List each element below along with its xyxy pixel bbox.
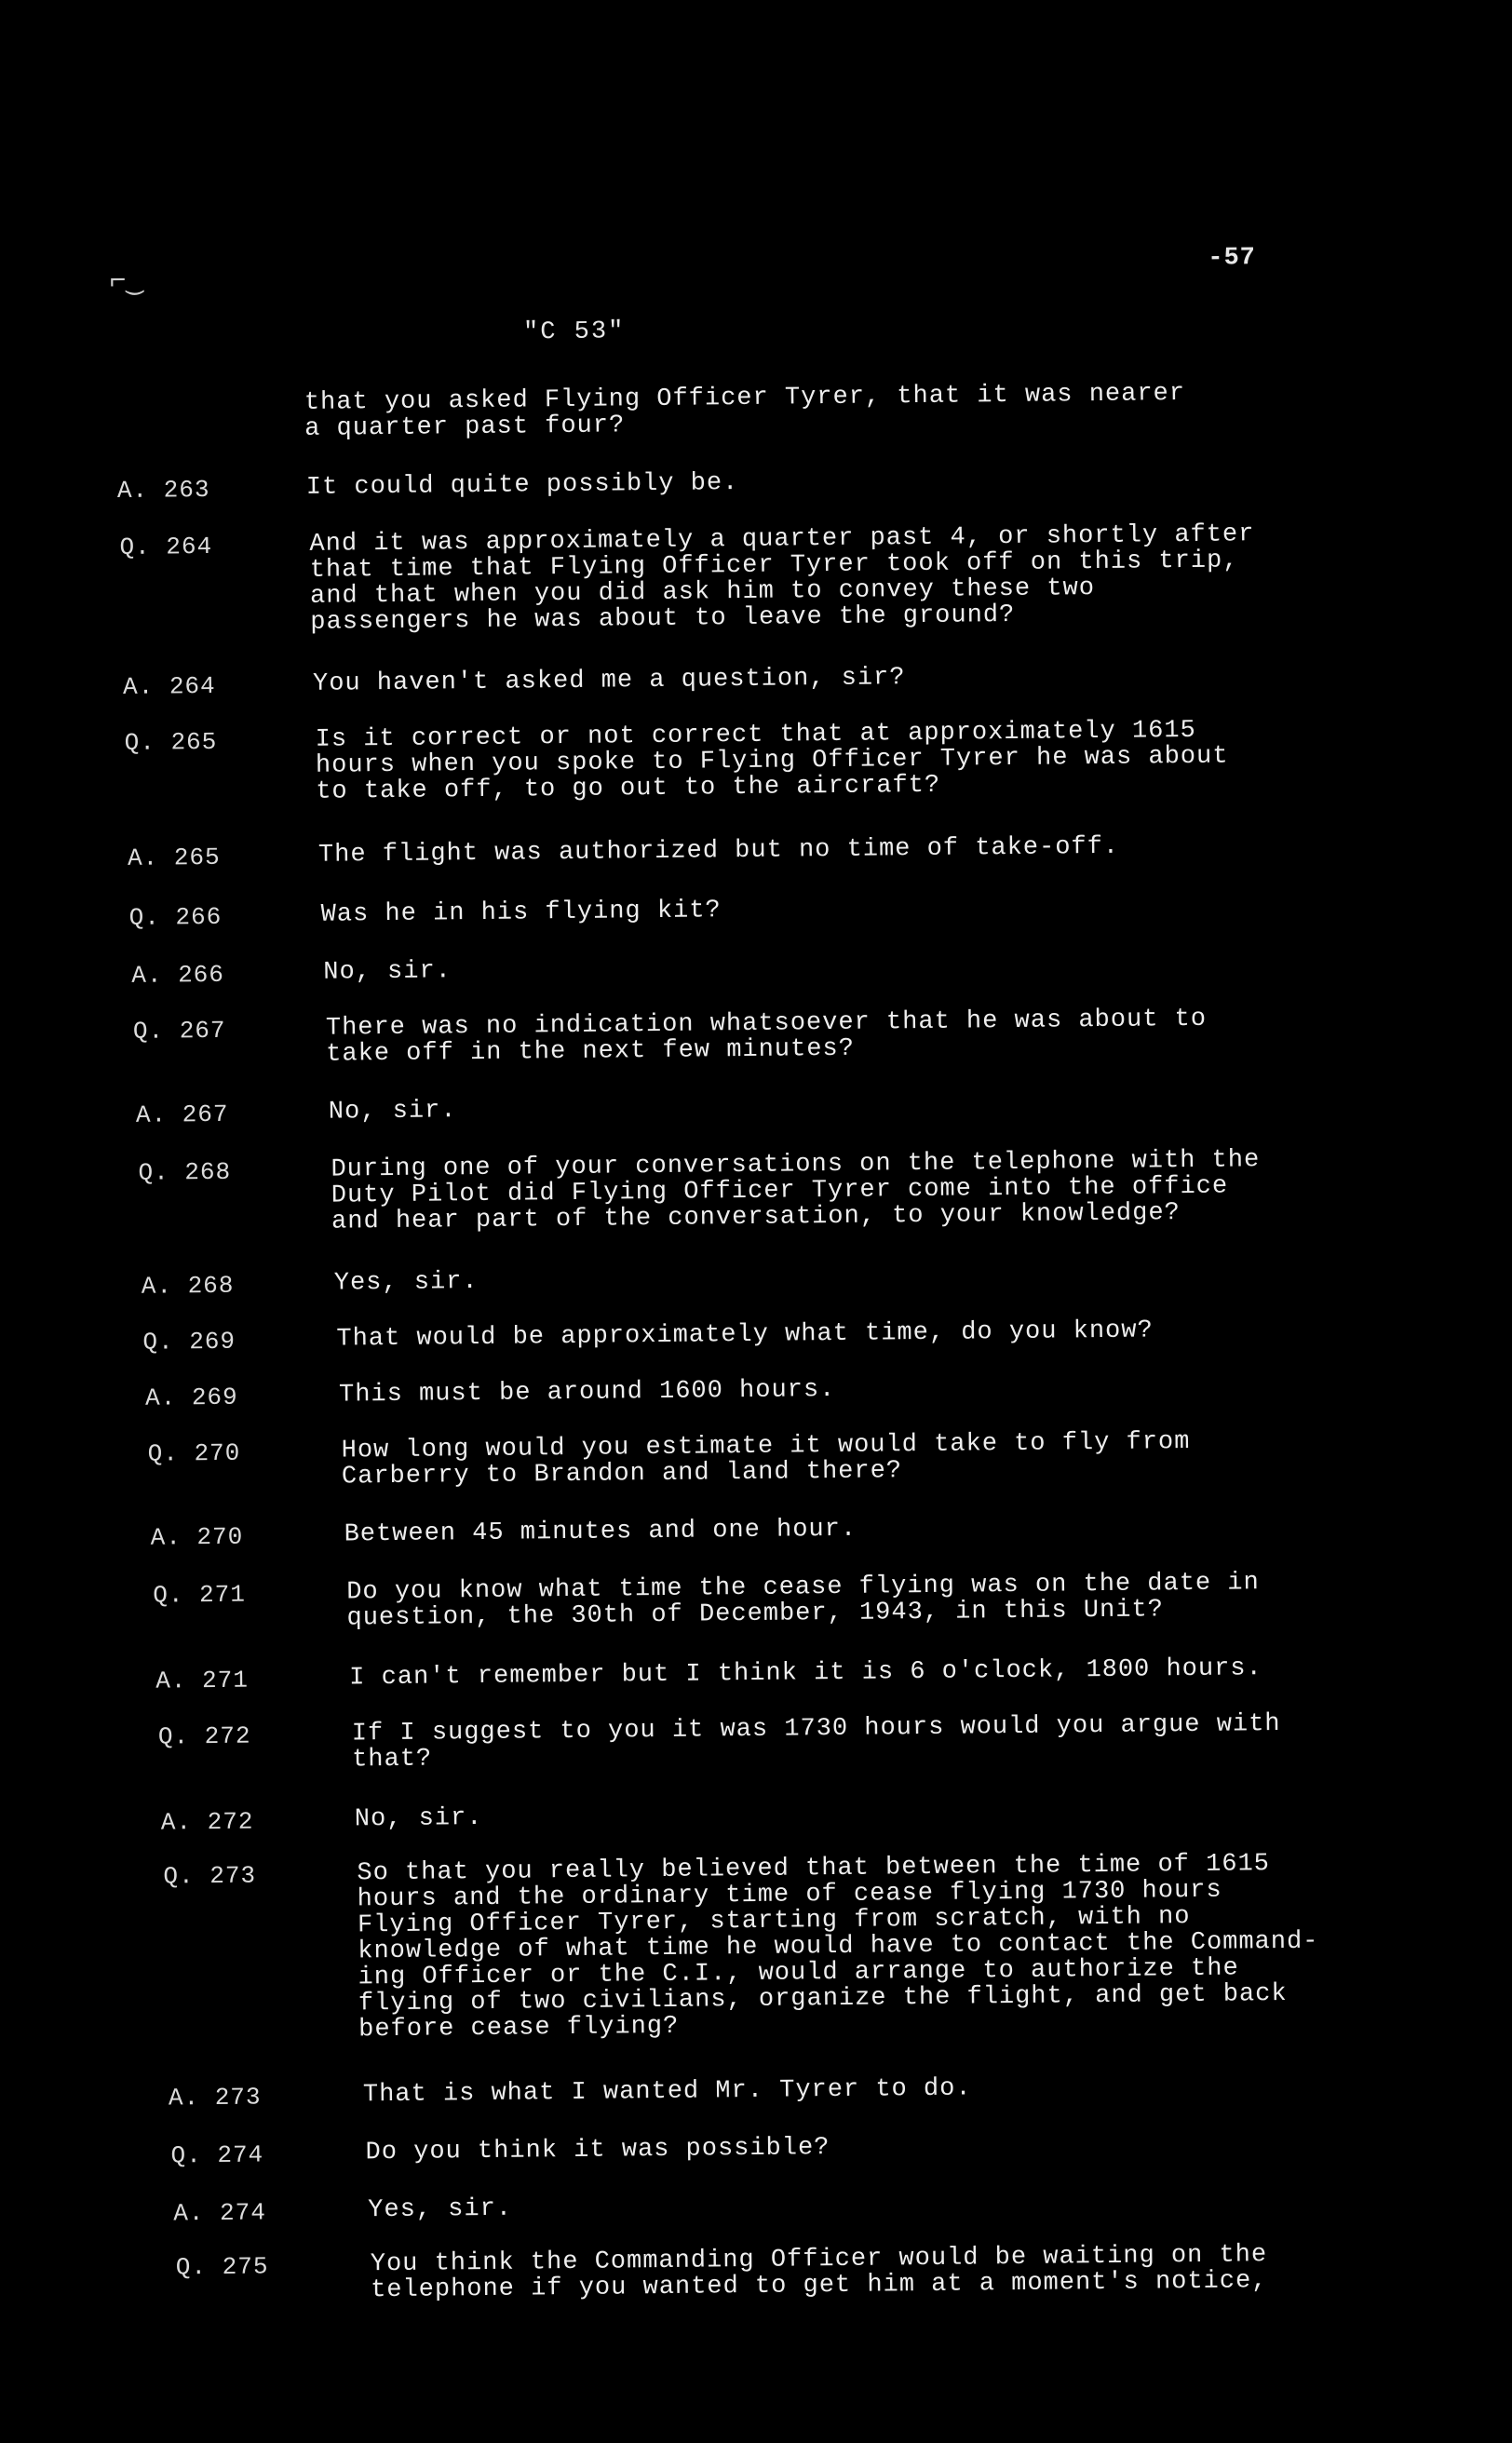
entry-text: That is what I wanted Mr. Tyrer to do. [362, 2074, 972, 2110]
entry-text: There was no indication whatsoever that he was about to take off in the next few minutes? [325, 1005, 1208, 1069]
entry-label: A. 271 [155, 1666, 250, 1695]
entry-label: A. 272 [160, 1807, 254, 1837]
page-number: -57 [1208, 244, 1257, 273]
entry-text: Do you think it was possible? [365, 2134, 830, 2167]
entry-label: A. 267 [135, 1100, 229, 1129]
entry-text: Was he in his flying kit? [320, 897, 722, 929]
entry-text: You think the Commanding Officer would be waiting on the telephone if you wanted to get him at a moment's notice, [370, 2241, 1268, 2305]
entry-text: During one of your conversations on the telephone with the Duty Pilot did Flying Officer Tyrer come into the office and hear part of the conversation, to your knowledge? [331, 1146, 1261, 1236]
entry-label: Q. 268 [138, 1157, 232, 1187]
entry-text: Yes, sir. [368, 2194, 513, 2225]
entry-text: No, sir. [323, 957, 452, 987]
entry-label: Q. 275 [175, 2252, 269, 2282]
entry-text: That would be approximately what time, do you know? [336, 1316, 1154, 1354]
entry-label: Q. 270 [147, 1438, 241, 1468]
entry-label: A. 266 [131, 960, 225, 990]
entry-text: Yes, sir. [333, 1268, 479, 1298]
entry-label: Q. 269 [142, 1327, 236, 1356]
entry-label: Q. 266 [128, 902, 223, 932]
entry-label: Q. 264 [119, 532, 213, 561]
entry-label: A. 273 [168, 2083, 262, 2112]
entry-label: A. 270 [150, 1522, 244, 1552]
entry-label: Q. 265 [124, 727, 218, 757]
entry-label: A. 265 [127, 843, 221, 872]
entry-text: No, sir. [354, 1803, 483, 1834]
entry-text: Is it correct or not correct that at approximately 1615 hours when you spoke to Flying Officer Tyrer he was about to take off, to go out to the aircraft? [315, 716, 1229, 806]
entry-text: This must be around 1600 hours. [338, 1375, 836, 1410]
entry-label: Q. 274 [170, 2140, 264, 2170]
entry-text: No, sir. [328, 1097, 457, 1127]
entry-text: If I suggest to you it was 1730 hours would you argue with that? [351, 1710, 1281, 1775]
entry-label: Q. 271 [153, 1580, 247, 1610]
entry-label: A. 274 [173, 2198, 267, 2228]
entry-text: How long would you estimate it would take to fly from Carberry to Brandon and land there? [341, 1428, 1191, 1491]
entry-text: The flight was authorized but no time of take-off. [317, 832, 1120, 870]
entry-text: It could quite possibly be. [305, 469, 739, 502]
entry-text: I can't remember but I think it is 6 o'clock, 1800 hours. [349, 1654, 1262, 1693]
entry-label: Q. 273 [163, 1861, 257, 1891]
document-caption: "C 53" [522, 317, 626, 347]
entry-label: A. 263 [116, 475, 210, 506]
entry-text: that you asked Flying Officer Tyrer, that it was nearer a quarter past four? [304, 379, 1186, 443]
entry-label: Q. 272 [157, 1721, 251, 1751]
entry-label: A. 264 [122, 671, 216, 701]
entry-text: You haven't asked me a question, sir? [312, 664, 906, 698]
entry-label: Q. 267 [132, 1016, 226, 1046]
entry-label: A. 269 [144, 1383, 238, 1412]
entry-text: And it was approximately a quarter past 4, or shortly after that time that Flying Officer Tyrer took off on this trip, and that when you did ask him to convey these two passengers he was about to leave the ground? [309, 520, 1255, 637]
entry-text: Do you know what time the cease flying was on the date in question, the 30th of December, 1943, in this Unit? [346, 1569, 1260, 1633]
entry-text: So that you really believed that between the time of 1615 hours and the ordinary time of cease flying 1730 hours Flying Officer Tyrer, starting from scratch, with no knowledge of what time he would have to contact the Command- ing Officer or the C.I., would arrange to authorize the flying of two civilians, organize the flight, and get back before cease flying? [357, 1850, 1319, 2045]
entry-label: A. 268 [141, 1271, 235, 1301]
entry-text: Between 45 minutes and one hour. [344, 1515, 857, 1549]
corner-mark-icon: ⌐‿ [109, 265, 143, 299]
